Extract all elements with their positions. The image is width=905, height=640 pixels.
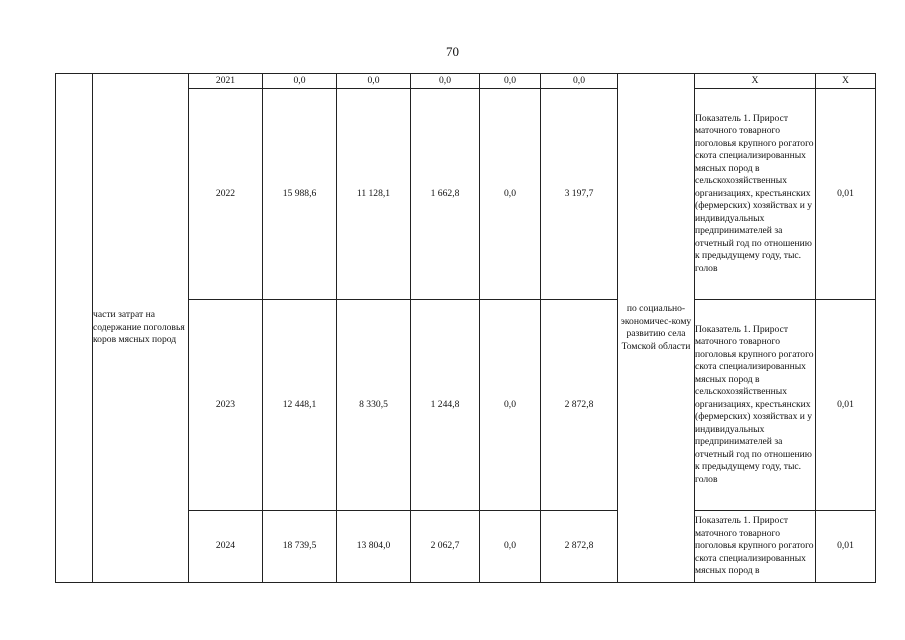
regional-cell: 1 244,8 xyxy=(411,300,480,511)
local-cell: 0,0 xyxy=(480,511,541,583)
other-cell: 2 872,8 xyxy=(541,300,618,511)
federal-cell: 11 128,1 xyxy=(337,89,411,300)
indicator-value-cell: X xyxy=(816,74,876,89)
responsible-cell: по социально-экономичес-кому развитию села Томской области xyxy=(618,74,695,583)
year-cell: 2024 xyxy=(189,511,263,583)
other-cell: 3 197,7 xyxy=(541,89,618,300)
regional-cell: 2 062,7 xyxy=(411,511,480,583)
regional-cell: 0,0 xyxy=(411,74,480,89)
program-table xyxy=(55,73,876,583)
total-cell: 12 448,1 xyxy=(263,300,337,511)
indicator-value-cell: 0,01 xyxy=(816,511,876,583)
indicator-cell: Показатель 1. Прирост маточного товарного поголовья крупного рогатого скота специализированных мясных пород в сельскохозяйственных организациях, крестьянских (фермерских) хозяйствах и у индивидуальных предпринимателей за отчетный год по отношению к предыдущему году, тыс. голов xyxy=(695,89,816,300)
indicator-cell: X xyxy=(695,74,816,89)
federal-cell: 0,0 xyxy=(337,74,411,89)
indicator-value-cell: 0,01 xyxy=(816,300,876,511)
total-cell: 0,0 xyxy=(263,74,337,89)
year-cell: 2022 xyxy=(189,89,263,300)
federal-cell: 8 330,5 xyxy=(337,300,411,511)
federal-cell: 13 804,0 xyxy=(337,511,411,583)
page-number: 70 xyxy=(446,44,459,59)
total-cell: 18 739,5 xyxy=(263,511,337,583)
indicator-cell: Показатель 1. Прирост маточного товарного поголовья крупного рогатого скота специализированных мясных пород в xyxy=(695,511,816,583)
local-cell: 0,0 xyxy=(480,300,541,511)
row-number-cell xyxy=(56,74,93,583)
other-cell: 0,0 xyxy=(541,74,618,89)
total-cell: 15 988,6 xyxy=(263,89,337,300)
indicator-cell: Показатель 1. Прирост маточного товарного поголовья крупного рогатого скота специализированных мясных пород в сельскохозяйственных организациях, крестьянских (фермерских) хозяйствах и у индивидуальных предпринимателей за отчетный год по отношению к предыдущему году, тыс. голов xyxy=(695,300,816,511)
year-cell: 2021 xyxy=(189,74,263,89)
other-cell: 2 872,8 xyxy=(541,511,618,583)
description-cell: части затрат на содержание поголовья коров мясных пород xyxy=(93,74,189,583)
year-cell: 2023 xyxy=(189,300,263,511)
local-cell: 0,0 xyxy=(480,89,541,300)
table-row xyxy=(56,74,876,89)
regional-cell: 1 662,8 xyxy=(411,89,480,300)
local-cell: 0,0 xyxy=(480,74,541,89)
indicator-value-cell: 0,01 xyxy=(816,89,876,300)
